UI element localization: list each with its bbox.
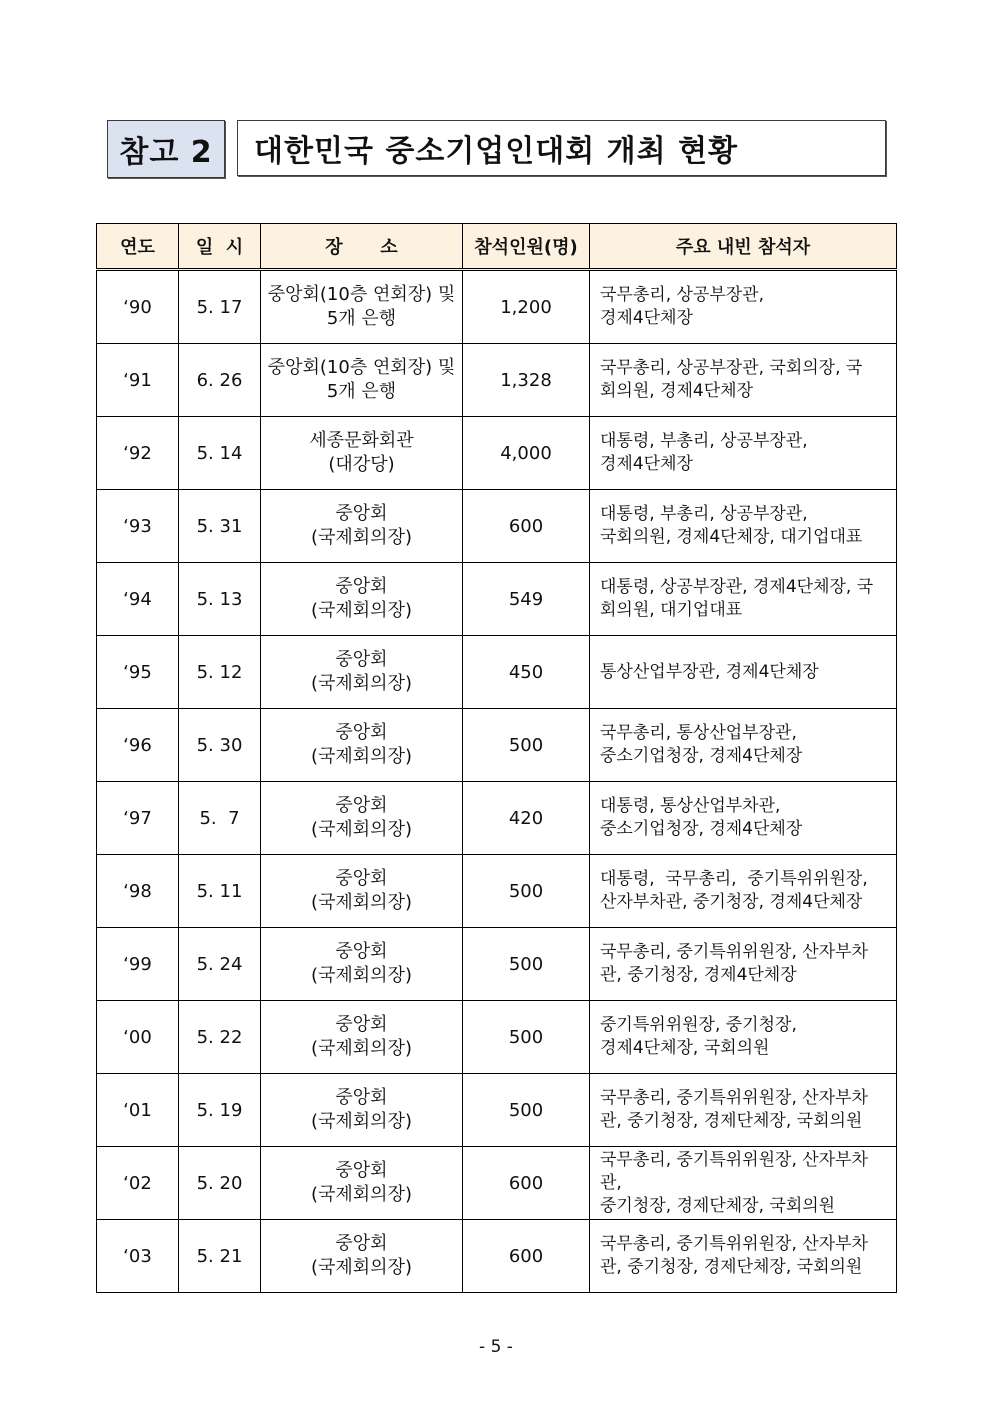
table-row <box>97 417 897 490</box>
cell-guests <box>590 1220 897 1293</box>
guests-line: 중기청장, 경제단체장, 국회의원 <box>600 1195 836 1216</box>
guests-line: 회의원, 경제4단체장 <box>600 381 753 401</box>
cell-year: ‘01 <box>97 1074 179 1147</box>
cell-guests <box>590 563 897 636</box>
place-line: 세종문화회관 <box>309 430 414 451</box>
table-row <box>97 490 897 563</box>
guests-line: 대통령, 부총리, 상공부장관, <box>600 431 808 451</box>
place-line: 중앙회(10층 연회장) 및 <box>267 357 456 378</box>
table-row <box>97 1147 897 1220</box>
cell-year: ‘92 <box>97 417 179 490</box>
guests-line: 중소기업청장, 경제4단체장 <box>600 819 803 839</box>
document-header <box>107 120 888 178</box>
reference-label: 참고 2 <box>107 120 225 178</box>
guests-line: 관, 중기청장, 경제4단체장 <box>600 965 797 985</box>
cell-attendance: 1,328 <box>463 344 590 417</box>
column-header-year: 연도 <box>97 224 179 270</box>
cell-place <box>261 1220 463 1293</box>
cell-place <box>261 855 463 928</box>
cell-place <box>261 928 463 1001</box>
cell-guests <box>590 417 897 490</box>
guests-line: 경제4단체장 <box>600 308 693 328</box>
cell-attendance: 1,200 <box>463 270 590 344</box>
cell-attendance: 500 <box>463 1074 590 1147</box>
cell-attendance: 500 <box>463 855 590 928</box>
place-line: 중앙회 <box>335 649 388 670</box>
cell-place <box>261 417 463 490</box>
cell-year: ‘91 <box>97 344 179 417</box>
cell-guests <box>590 928 897 1001</box>
column-header-attendance: 참석인원(명) <box>463 224 590 270</box>
column-header-guests: 주요 내빈 참석자 <box>590 224 897 270</box>
place-line: 중앙회 <box>335 941 388 962</box>
table-row <box>97 1220 897 1293</box>
page-number: - 5 - <box>479 1337 513 1357</box>
place-line: 5개 은행 <box>326 308 397 329</box>
place-line: 중앙회(10층 연회장) 및 <box>267 284 456 305</box>
place-line: (국제회의장) <box>311 819 412 840</box>
table-row <box>97 709 897 782</box>
cell-date: 5. 12 <box>179 636 261 709</box>
convention-history-table <box>96 223 897 1293</box>
place-line: (국제회의장) <box>311 527 412 548</box>
cell-year: ‘95 <box>97 636 179 709</box>
cell-attendance: 500 <box>463 709 590 782</box>
place-line: 중앙회 <box>335 1087 388 1108</box>
cell-place <box>261 270 463 344</box>
guests-line: 대통령, 상공부장관, 경제4단체장, 국 <box>600 577 874 597</box>
guests-line: 국무총리, 중기특위위원장, 산자부차 <box>600 1088 868 1108</box>
table-body <box>97 270 897 1293</box>
place-line: 중앙회 <box>335 868 388 889</box>
cell-year: ‘02 <box>97 1147 179 1220</box>
guests-line: 국회의원, 경제4단체장, 대기업대표 <box>600 527 863 547</box>
cell-date: 5. 19 <box>179 1074 261 1147</box>
cell-year: ‘03 <box>97 1220 179 1293</box>
table-row <box>97 1074 897 1147</box>
cell-date: 5. 31 <box>179 490 261 563</box>
cell-date: 5. 22 <box>179 1001 261 1074</box>
guests-line: 중소기업청장, 경제4단체장 <box>600 746 803 766</box>
table-header-row <box>97 224 897 270</box>
table-row <box>97 270 897 344</box>
guests-line: 국무총리, 중기특위위원장, 산자부차 <box>600 942 868 962</box>
cell-place <box>261 709 463 782</box>
cell-date: 5. 14 <box>179 417 261 490</box>
table-row <box>97 563 897 636</box>
place-line: (국제회의장) <box>311 1038 412 1059</box>
cell-place <box>261 490 463 563</box>
guests-line: 경제4단체장, 국회의원 <box>600 1038 770 1058</box>
cell-attendance: 450 <box>463 636 590 709</box>
place-line: 중앙회 <box>335 795 388 816</box>
cell-date: 5. 13 <box>179 563 261 636</box>
place-line: (국제회의장) <box>311 746 412 767</box>
table-row <box>97 636 897 709</box>
guests-line: 대통령, 국무총리, 중기특위위원장, <box>600 869 868 889</box>
cell-guests <box>590 490 897 563</box>
cell-date: 5. 21 <box>179 1220 261 1293</box>
cell-year: ‘98 <box>97 855 179 928</box>
table-row <box>97 1001 897 1074</box>
cell-guests <box>590 709 897 782</box>
guests-line: 관, 중기청장, 경제단체장, 국회의원 <box>600 1257 863 1277</box>
guests-line: 회의원, 대기업대표 <box>600 600 743 620</box>
cell-attendance: 600 <box>463 1220 590 1293</box>
cell-guests <box>590 636 897 709</box>
place-line: (국제회의장) <box>311 600 412 621</box>
cell-place <box>261 1001 463 1074</box>
column-header-date: 일 시 <box>179 224 261 270</box>
place-line: 중앙회 <box>335 722 388 743</box>
place-line: (국제회의장) <box>311 965 412 986</box>
cell-date: 5. 20 <box>179 1147 261 1220</box>
cell-year: ‘93 <box>97 490 179 563</box>
cell-date: 5. 17 <box>179 270 261 344</box>
cell-date: 5. 7 <box>179 782 261 855</box>
guests-line: 대통령, 통상산업부차관, <box>600 796 781 816</box>
guests-line: 국무총리, 상공부장관, <box>600 285 765 305</box>
cell-attendance: 600 <box>463 1147 590 1220</box>
cell-attendance: 420 <box>463 782 590 855</box>
cell-guests <box>590 344 897 417</box>
place-line: 중앙회 <box>335 503 388 524</box>
cell-attendance: 500 <box>463 1001 590 1074</box>
place-line: (대강당) <box>328 454 395 475</box>
cell-place <box>261 344 463 417</box>
guests-line: 산자부차관, 중기청장, 경제4단체장 <box>600 892 863 912</box>
table-row <box>97 855 897 928</box>
cell-attendance: 600 <box>463 490 590 563</box>
guests-line: 관, 중기청장, 경제단체장, 국회의원 <box>600 1111 863 1131</box>
table-row <box>97 928 897 1001</box>
place-line: 중앙회 <box>335 1014 388 1035</box>
cell-guests <box>590 855 897 928</box>
guests-line: 관, <box>600 1172 622 1193</box>
guests-line: 중기특위위원장, 중기청장, <box>600 1015 797 1035</box>
place-line: (국제회의장) <box>311 1257 412 1278</box>
guests-line: 국무총리, 상공부장관, 국회의장, 국 <box>600 358 863 378</box>
cell-year: ‘90 <box>97 270 179 344</box>
cell-date: 5. 24 <box>179 928 261 1001</box>
cell-attendance: 549 <box>463 563 590 636</box>
place-line: 5개 은행 <box>326 381 397 402</box>
cell-guests <box>590 1001 897 1074</box>
guests-line: 국무총리, 중기특위위원장, 산자부차 <box>600 1234 868 1254</box>
cell-year: ‘00 <box>97 1001 179 1074</box>
cell-guests <box>590 1074 897 1147</box>
cell-guests <box>590 270 897 344</box>
cell-place <box>261 636 463 709</box>
place-line: (국제회의장) <box>311 892 412 913</box>
cell-attendance: 500 <box>463 928 590 1001</box>
cell-place <box>261 563 463 636</box>
guests-line: 국무총리, 통상산업부장관, <box>600 723 797 743</box>
place-line: (국제회의장) <box>311 1184 412 1205</box>
place-line: 중앙회 <box>335 1160 388 1181</box>
cell-attendance: 4,000 <box>463 417 590 490</box>
cell-guests <box>590 782 897 855</box>
guests-line: 통상산업부장관, 경제4단체장 <box>600 661 819 682</box>
guests-line: 경제4단체장 <box>600 454 693 474</box>
guests-line: 국무총리, 중기특위위원장, 산자부차 <box>600 1149 868 1170</box>
cell-year: ‘96 <box>97 709 179 782</box>
place-line: 중앙회 <box>335 576 388 597</box>
cell-place <box>261 782 463 855</box>
cell-place <box>261 1074 463 1147</box>
cell-year: ‘94 <box>97 563 179 636</box>
place-line: 중앙회 <box>335 1233 388 1254</box>
cell-date: 5. 11 <box>179 855 261 928</box>
cell-place <box>261 1147 463 1220</box>
table-row <box>97 344 897 417</box>
cell-year: ‘99 <box>97 928 179 1001</box>
column-header-place: 장 소 <box>261 224 463 270</box>
place-line: (국제회의장) <box>311 1111 412 1132</box>
cell-date: 6. 26 <box>179 344 261 417</box>
document-title: 대한민국 중소기업인대회 개최 현황 <box>237 120 886 176</box>
cell-date: 5. 30 <box>179 709 261 782</box>
cell-guests <box>590 1147 897 1220</box>
cell-year: ‘97 <box>97 782 179 855</box>
place-line: (국제회의장) <box>311 673 412 694</box>
table-row <box>97 782 897 855</box>
guests-line: 대통령, 부총리, 상공부장관, <box>600 504 808 524</box>
